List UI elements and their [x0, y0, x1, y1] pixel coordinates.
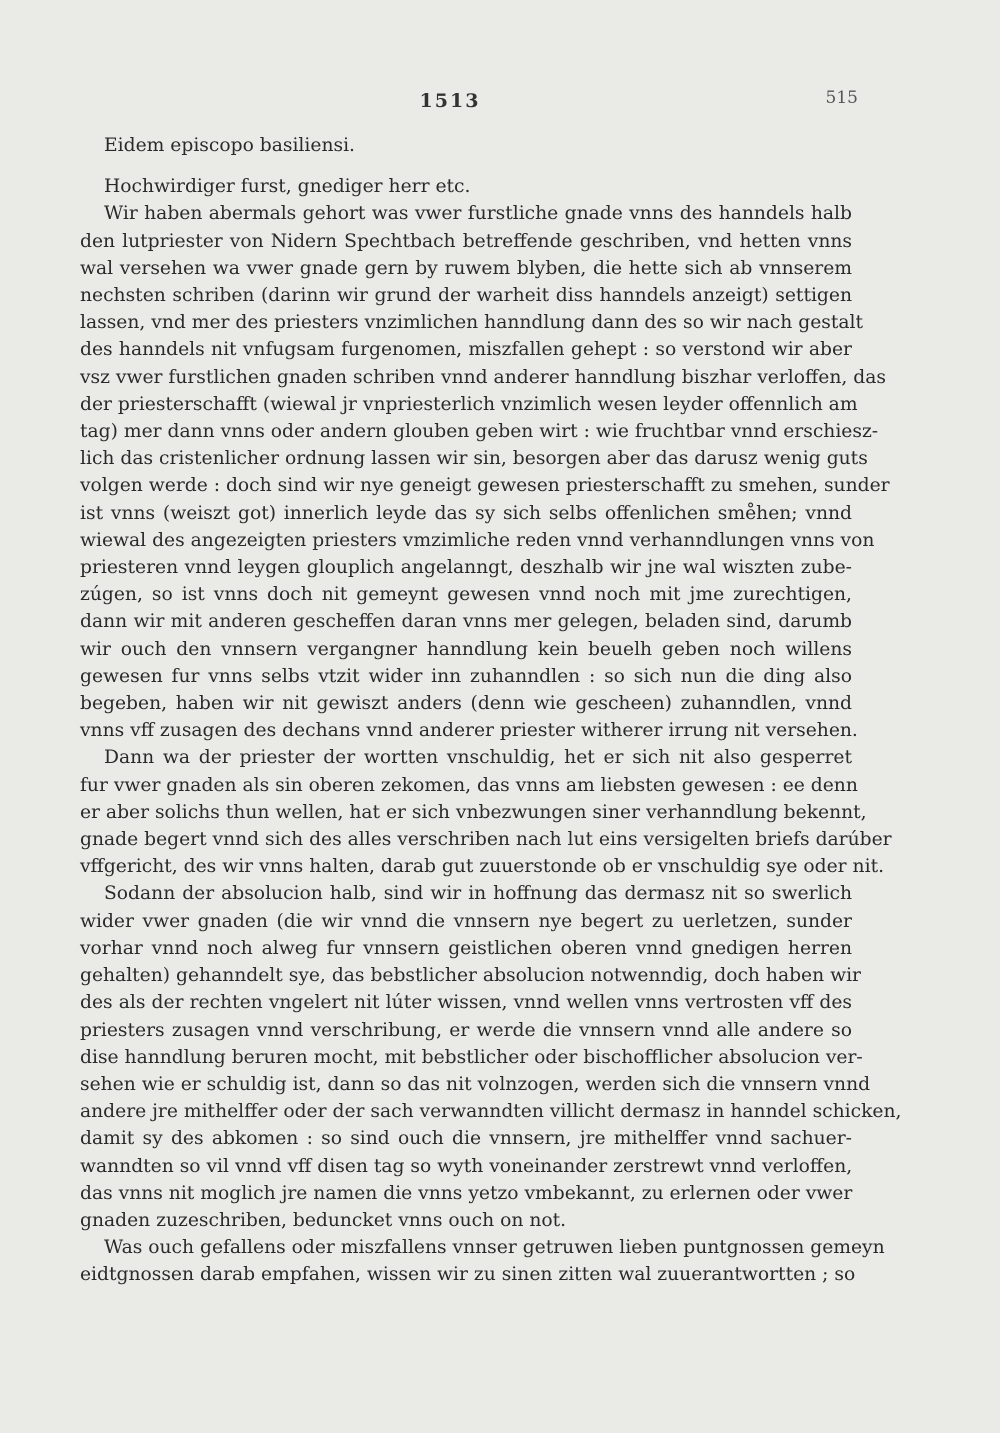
- text-line: Was ouch gefallens oder miszfallens vnnser getruwen lieben puntgnossen gemeyn: [104, 1237, 885, 1259]
- text-line: vsz vwer furstlichen gnaden schriben vnnd anderer hanndlung biszhar verloffen, das: [80, 366, 886, 388]
- text-line: priesters zusagen vnnd verschribung, er werde die vnnsern vnnd alle andere so: [80, 1019, 852, 1041]
- letter-body: [80, 132, 902, 1289]
- text-line: gewesen fur vnns selbs vtzit wider inn zuhanndlen : so sich nun die ding also: [80, 665, 852, 687]
- text-line: des als der rechten vngelert nit lúter wissen, vnnd wellen vnns vertrosten vff des: [80, 992, 852, 1014]
- salutation: Hochwirdiger furst, gnediger herr etc.: [104, 176, 471, 198]
- text-line: wiewal des angezeigten priesters vmzimliche reden vnnd verhanndlungen vnns von: [80, 529, 875, 551]
- text-line: fur vwer gnaden als sin oberen zekomen, das vnns am liebsten gewesen : ee denn: [80, 774, 858, 796]
- text-line: andere jre mithelffer oder der sach verwanndten villicht dermasz in hanndel schicken,: [80, 1101, 902, 1123]
- text-line: eidtgnossen darab empfahen, wissen wir zu sinen zitten wal zuuerantwortten ; so: [80, 1264, 856, 1286]
- text-line: des hanndels nit vnfugsam furgenomen, miszfallen gehept : so verstond wir aber: [80, 339, 852, 361]
- text-line: damit sy des abkomen : so sind ouch die vnnsern, jre mithelffer vnnd sachuer-: [80, 1128, 852, 1150]
- text-line: vorhar vnnd noch alweg fur vnnsern geistlichen oberen vnnd gnedigen herren: [80, 937, 852, 959]
- text-line: vnns vff zusagen des dechans vnnd anderer priester witherer irrung nit versehen.: [80, 720, 858, 742]
- text-line: gehalten) gehanndelt sye, das bebstlicher absolucion notwenndig, doch haben wir: [80, 965, 861, 987]
- text-line: das vnns nit moglich jre namen die vnns yetzo vmbekannt, zu erlernen oder vwer: [80, 1182, 853, 1204]
- text-line: nechsten schriben (darinn wir grund der warheit diss hanndels anzeigt) settigen: [80, 285, 852, 307]
- text-line: begeben, haben wir nit gewiszt anders (denn wie gescheen) zuhanndlen, vnnd: [80, 693, 852, 715]
- letter-heading: Eidem episcopo basiliensi.: [104, 135, 355, 156]
- page-year-header: 1513: [419, 90, 481, 112]
- text-line: lich das cristenlicher ordnung lassen wir sin, besorgen aber das darusz wenig guts: [80, 448, 868, 470]
- text-line: wal versehen wa vwer gnade gern by ruwem blyben, die hette sich ab vnnserem: [80, 257, 852, 279]
- page-number: 515: [825, 88, 858, 108]
- text-line: gnade begert vnnd sich des alles verschriben nach lut eins versigelten briefs darúber: [80, 829, 892, 851]
- text-line: Sodann der absolucion halb, sind wir in hoffnung das dermasz nit so swerlich: [104, 883, 852, 905]
- text-line: dann wir mit anderen gescheffen daran vnns mer gelegen, beladen sind, darumb: [80, 611, 852, 633]
- text-line: wider vwer gnaden (die wir vnnd die vnnsern nye begert zu uerletzen, sunder: [80, 910, 852, 932]
- text-line: ist vnns (weiszt got) innerlich leyde das sy sich selbs offenlichen sme̊hen; vnnd: [80, 502, 852, 524]
- text-line: tag) mer dann vnns oder andern glouben geben wirt : wie fruchtbar vnnd erschiesz-: [80, 421, 879, 443]
- text-line: sehen wie er schuldig ist, dann so das nit volnzogen, werden sich die vnnsern vnnd: [80, 1073, 871, 1095]
- text-line: er aber solichs thun wellen, hat er sich vnbezwungen siner verhanndlung bekennt,: [80, 801, 867, 823]
- text-line: Wir haben abermals gehort was vwer furstliche gnade vnns des hanndels halb: [104, 203, 852, 225]
- text-line: der priesterschafft (wiewal jr vnpriesterlich vnzimlich wesen leyder offennlich am: [80, 393, 858, 415]
- text-line: priesteren vnnd leygen glouplich angelanngt, deszhalb wir jne wal wiszten zube-: [80, 557, 852, 579]
- text-line: zúgen, so ist vnns doch nit gemeynt gewesen vnnd noch mit jme zurechtigen,: [80, 584, 852, 606]
- text-line: volgen werde : doch sind wir nye geneigt gewesen priesterschafft zu smehen, sunder: [80, 475, 890, 497]
- text-line: wanndten so vil vnnd vff disen tag so wyth voneinander zerstrewt vnnd verloffen,: [80, 1155, 853, 1177]
- text-line: lassen, vnd mer des priesters vnzimlichen hanndlung dann des so wir nach gestalt: [80, 312, 863, 334]
- text-line: gnaden zuzeschriben, beduncket vnns ouch on not.: [80, 1209, 567, 1231]
- text-line: dise hanndlung beruren mocht, mit bebstlicher oder bischofflicher absolucion ver-: [80, 1046, 863, 1068]
- text-line: vffgericht, des wir vnns halten, darab gut zuuerstonde ob er vnschuldig sye oder nit.: [80, 856, 885, 878]
- text-line: wir ouch den vnnsern vergangner hanndlung kein beuelh geben noch willens: [80, 638, 852, 660]
- text-line: Dann wa der priester der wortten vnschuldig, het er sich nit also gesperret: [104, 747, 852, 769]
- text-line: den lutpriester von Nidern Spechtbach betreffende geschriben, vnd hetten vnns: [80, 230, 852, 252]
